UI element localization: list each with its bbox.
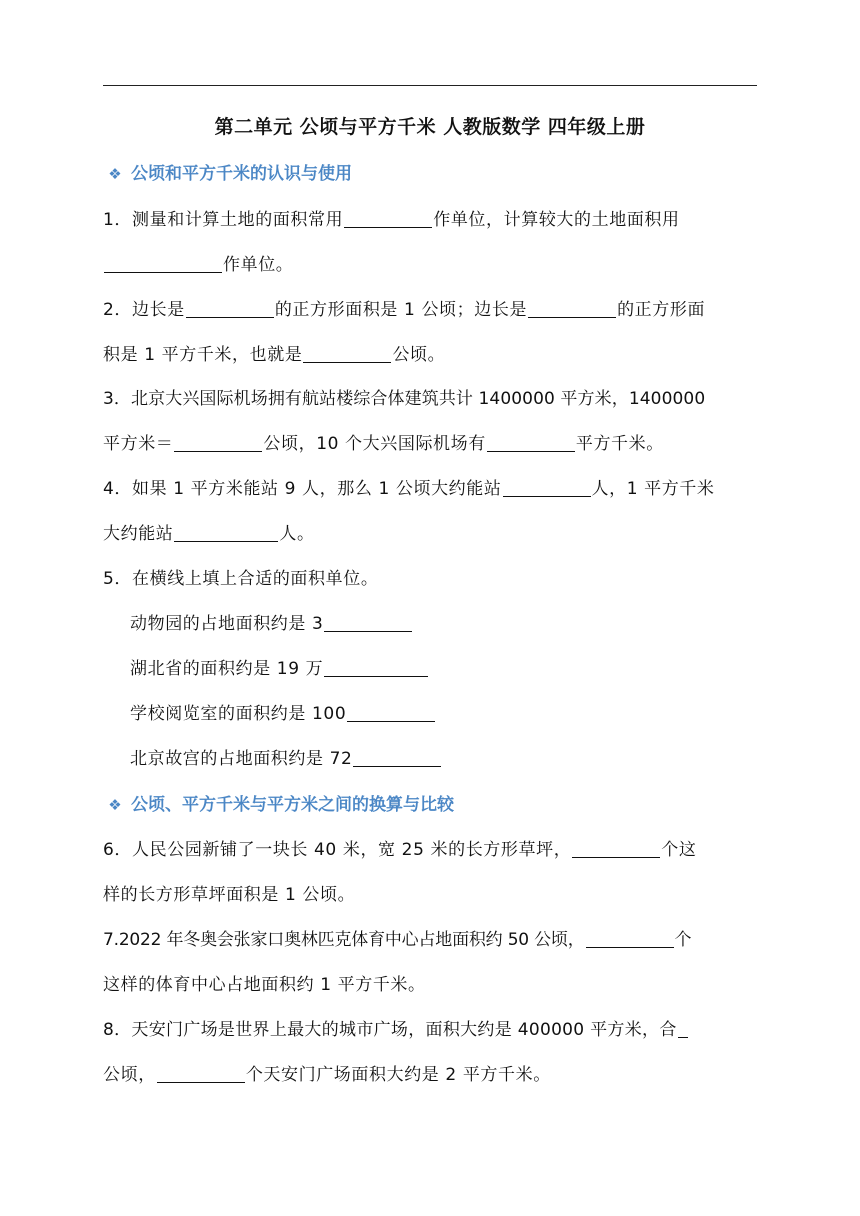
q6-line2: 样的长方形草坪面积是 1 公顷。 xyxy=(103,885,356,905)
answer-blank[interactable] xyxy=(353,750,441,767)
answer-blank[interactable] xyxy=(572,841,660,858)
q7-line1: 7.2022 年冬奥会张家口奥林匹克体育中心占地面积约 50 公顷， 个 xyxy=(103,930,692,950)
answer-blank[interactable] xyxy=(174,435,262,452)
answer-blank[interactable] xyxy=(104,256,222,273)
answer-blank[interactable] xyxy=(503,480,591,497)
q1-line1: 1．测量和计算土地的面积常用 作单位，计算较大的土地面积用 xyxy=(103,210,680,230)
q8-line1: 8．天安门广场是世界上最大的城市广场，面积大约是 400000 平方米，合 xyxy=(103,1015,759,1040)
q3-line1: 3．北京大兴国际机场拥有航站楼综合体建筑共计 1400000 平方米，1400000 xyxy=(103,389,706,409)
diamond-bullet-icon: ❖ xyxy=(108,165,122,183)
q8-line2: 公顷， 个天安门广场面积大约是 2 平方千米。 xyxy=(103,1065,551,1085)
answer-blank[interactable] xyxy=(586,931,674,948)
q7-line2: 这样的体育中心占地面积约 1 平方千米。 xyxy=(103,975,426,995)
answer-blank[interactable] xyxy=(344,211,432,228)
answer-blank[interactable] xyxy=(174,525,278,542)
q4-line1: 4．如果 1 平方米能站 9 人，那么 1 公顷大约能站 人，1 平方千米 xyxy=(103,479,715,499)
section-heading-2: ❖ 公顷、平方千米与平方米之间的换算与比较 xyxy=(105,790,454,815)
q4-line2: 大约能站 人。 xyxy=(103,524,315,544)
header-rule xyxy=(103,85,757,86)
q2-line1: 2．边长是 的正方形面积是 1 公顷；边长是 的正方形面 xyxy=(103,300,706,320)
q6-line1: 6．人民公园新铺了一块长 40 米，宽 25 米的长方形草坪， 个这 xyxy=(103,840,697,860)
q5-item-4: 北京故宫的占地面积约是 72 xyxy=(130,744,730,769)
section-heading-1: ❖ 公顷和平方千米的认识与使用 xyxy=(105,159,352,184)
answer-blank[interactable] xyxy=(303,346,391,363)
answer-blank[interactable] xyxy=(186,301,274,318)
q5-item-2: 湖北省的面积约是 19 万 xyxy=(130,654,730,679)
answer-blank[interactable] xyxy=(157,1066,245,1083)
answer-blank[interactable] xyxy=(347,705,435,722)
q1-line2: 作单位。 xyxy=(103,250,759,275)
answer-blank[interactable] xyxy=(678,1021,688,1038)
q5-heading: 5．在横线上填上合适的面积单位。 xyxy=(103,569,379,589)
q5-item-3: 学校阅览室的面积约是 100 xyxy=(130,699,730,724)
answer-blank[interactable] xyxy=(487,435,575,452)
diamond-bullet-icon: ❖ xyxy=(108,796,122,814)
q3-line2: 平方米＝ 公顷，10 个大兴国际机场有 平方千米。 xyxy=(103,434,664,454)
answer-blank[interactable] xyxy=(324,660,428,677)
answer-blank[interactable] xyxy=(324,615,412,632)
answer-blank[interactable] xyxy=(528,301,616,318)
q5-item-1: 动物园的占地面积约是 3 xyxy=(130,609,730,634)
q2-line2: 积是 1 平方千米，也就是 公顷。 xyxy=(103,345,446,365)
page-title: 第二单元 公顷与平方千米 人教版数学 四年级上册 xyxy=(214,116,646,138)
